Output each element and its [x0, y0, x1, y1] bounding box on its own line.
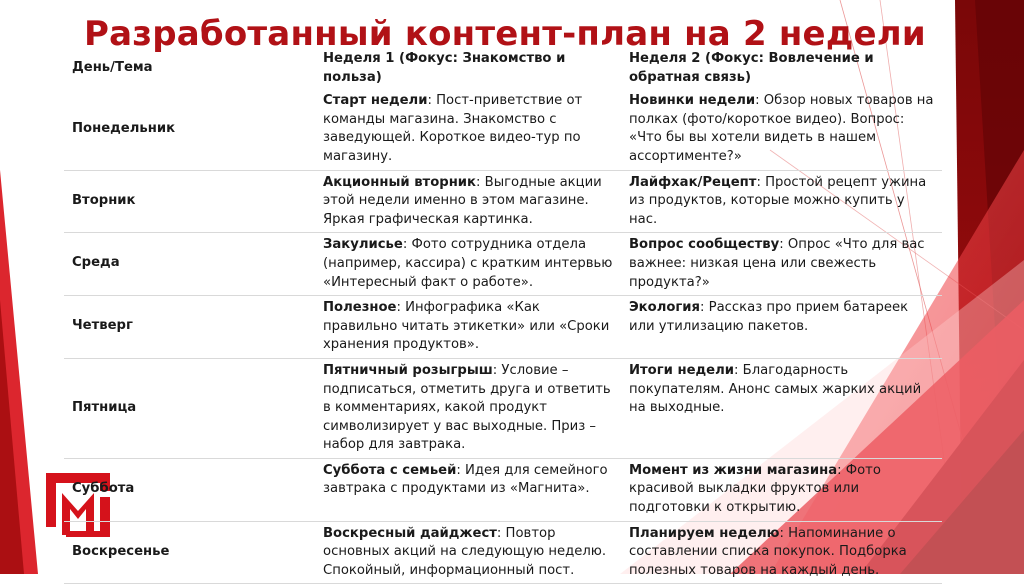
week-2-cell [621, 233, 942, 296]
week-1-cell [315, 458, 621, 521]
week-1-item-text: : Пост-приветствие от команды магазина. Знакомство с заведующей. Короткое видео-тур по магазину. [323, 93, 583, 164]
row-day: Вторник [64, 170, 315, 233]
week-1-item-text: : Инфографика «Как правильно читать этикетки» или «Сроки хранения продуктов». [323, 300, 610, 353]
row-day: Среда [64, 233, 315, 296]
week-1-item-text: : Условие – подписаться, отметить друга и ответить в комментариях, какой продукт символизирует у вас выходные. Приз – набор для завтрака. [323, 362, 611, 453]
week-2-item-label: Планируем неделю [629, 525, 780, 541]
table-row [64, 89, 942, 170]
week-2-cell [621, 89, 942, 170]
week-1-cell [315, 89, 621, 170]
table-row [64, 358, 942, 458]
table-row [64, 233, 942, 296]
content-plan-table [64, 48, 942, 584]
header-day-topic: День/Тема [72, 60, 153, 76]
row-day: Воскресенье [64, 521, 315, 584]
week-2-item-text: : Напоминание о составлении списка покупок. Подборка полезных товаров на каждый день. [629, 525, 907, 578]
week-2-item-text: : Рассказ про прием батареек или утилизацию пакетов. [629, 300, 909, 334]
week-2-item-label: Момент из жизни магазина [629, 462, 838, 478]
week-2-cell [621, 458, 942, 521]
week-1-item-label: Полезное [323, 300, 397, 316]
week-2-cell [621, 358, 942, 458]
table-row [64, 170, 942, 233]
week-2-cell [621, 521, 942, 584]
row-day: Понедельник [64, 89, 315, 170]
week-2-item-text: : Обзор новых товаров на полках (фото/короткое видео). Вопрос: «Что бы вы хотели видеть в нашем ассортименте?» [629, 93, 934, 164]
week-2-item-text: : Опрос «Что для вас важнее: низкая цена или свежесть продукта?» [629, 237, 925, 290]
week-1-item-text: : Фото сотрудника отдела (например, кассира) с кратким интервью «Интересный факт о работе». [323, 237, 613, 290]
table-header-row [64, 48, 942, 89]
week-2-item-text: : Благодарность покупателям. Анонс самых жарких акций на выходные. [629, 362, 922, 416]
week-2-cell [621, 170, 942, 233]
table-row [64, 521, 942, 584]
header-week-1: Неделя 1 (Фокус: Знакомство и польза) [323, 51, 566, 85]
row-day: Суббота [64, 458, 315, 521]
week-2-item-label: Вопрос сообществу [629, 237, 780, 253]
week-2-item-text: : Фото красивой выкладки фруктов или подготовки к открытию. [629, 462, 881, 516]
week-1-item-label: Закулисье [323, 237, 403, 253]
week-1-cell [315, 296, 621, 359]
week-2-item-label: Лайфхак/Рецепт [629, 174, 757, 190]
week-1-item-text: : Идея для семейного завтрака с продуктами из «Магнита». [323, 462, 608, 497]
week-2-cell [621, 296, 942, 359]
week-1-item-label: Суббота с семьей [323, 462, 457, 478]
header-week-2: Неделя 2 (Фокус: Вовлечение и обратная связь) [629, 51, 874, 85]
week-1-cell [315, 358, 621, 458]
week-2-item-text: : Простой рецепт ужина из продуктов, которые можно купить у нас. [629, 174, 927, 227]
week-1-item-label: Пятничный розыгрыш [323, 362, 493, 378]
week-2-item-label: Итоги недели [629, 362, 735, 378]
week-1-item-label: Акционный вторник [323, 174, 477, 190]
week-2-item-label: Экология [629, 300, 701, 316]
week-1-cell [315, 233, 621, 296]
week-1-cell [315, 521, 621, 584]
slide-title: Разработанный контент-план на 2 недели [84, 14, 926, 54]
table-row [64, 296, 942, 359]
week-1-item-text: : Выгодные акции этой недели именно в этом магазине. Яркая графическая картинка. [323, 174, 602, 227]
week-1-item-label: Воскресный дайджест [323, 525, 497, 541]
table-row [64, 458, 942, 521]
week-1-cell [315, 170, 621, 233]
row-day: Пятница [64, 358, 315, 458]
row-day: Четверг [64, 296, 315, 359]
week-1-item-text: : Повтор основных акций на следующую неделю. Спокойный, информационный пост. [323, 525, 607, 578]
week-2-item-label: Новинки недели [629, 93, 756, 109]
week-1-item-label: Старт недели [323, 93, 428, 109]
